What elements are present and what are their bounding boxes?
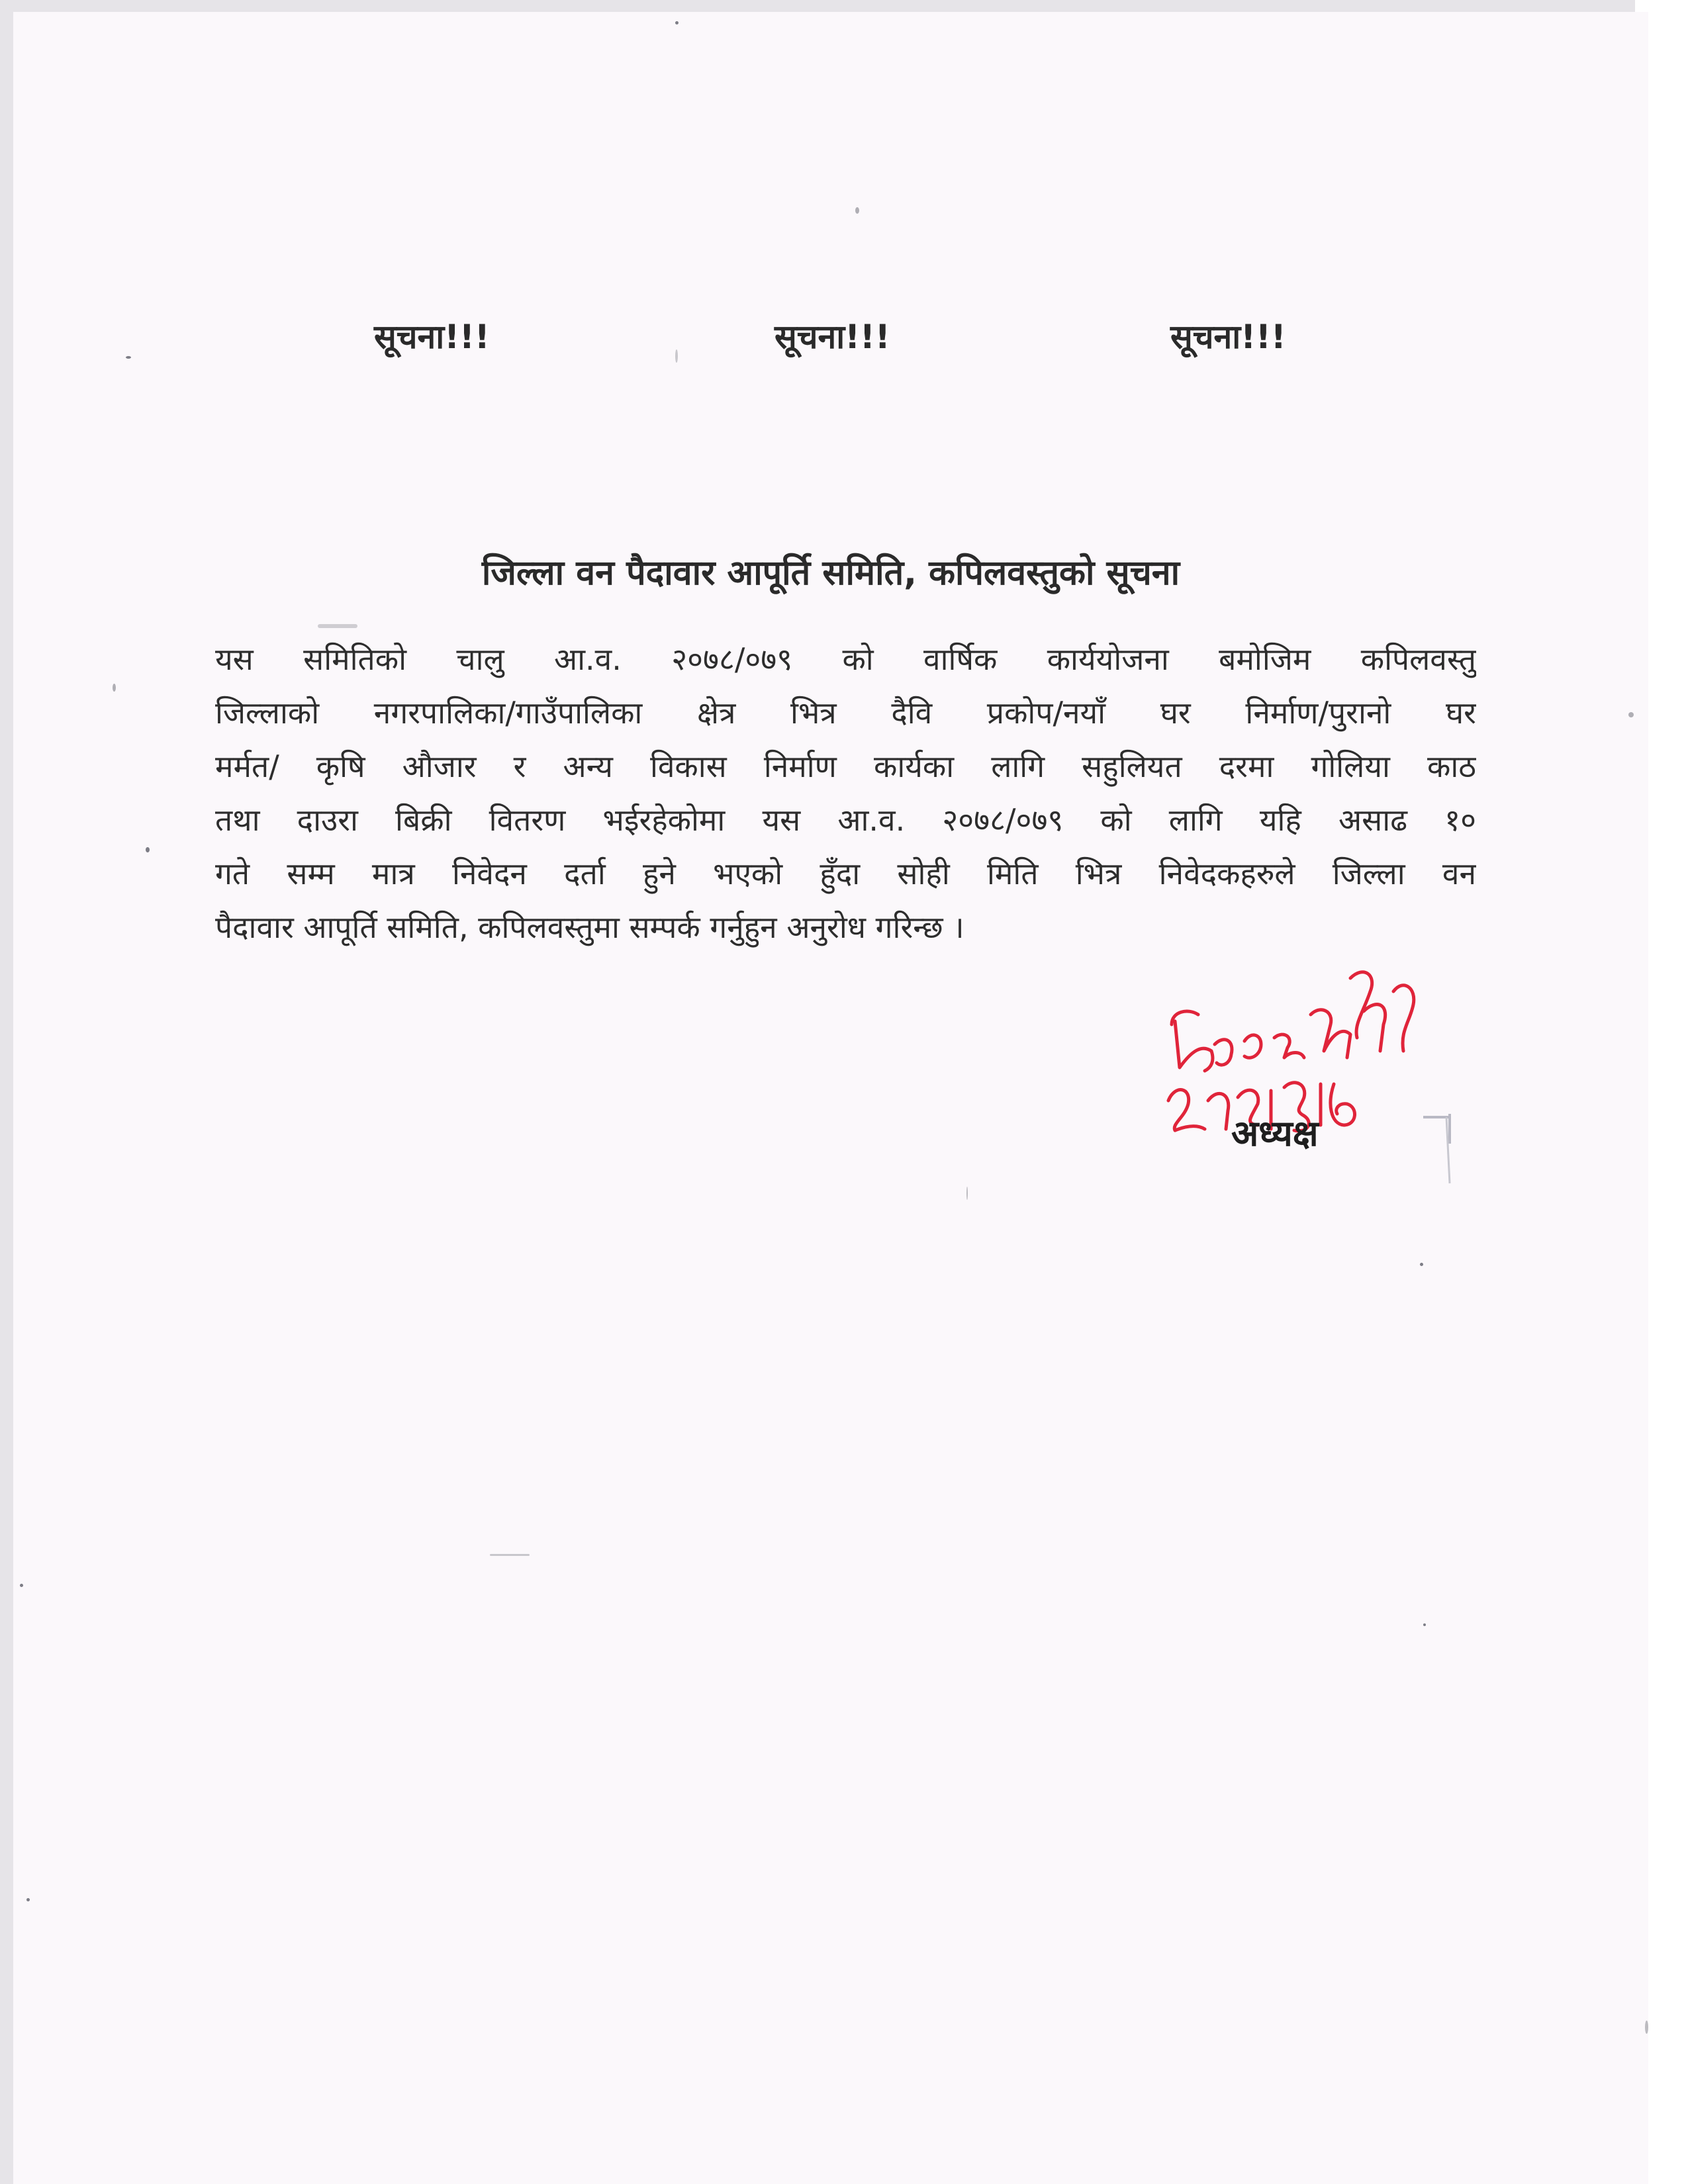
- scan-speck: [1420, 1263, 1423, 1266]
- scan-speck: [113, 684, 116, 692]
- body-line: पैदावार आपूर्ति समिति, कपिलवस्तुमा सम्पर्क गर्नुहुन अनुरोध गरिन्छ ।: [215, 909, 964, 945]
- scan-speck: [1628, 712, 1634, 717]
- body-line: मर्मत/ कृषि औजार र अन्य विकास निर्माण कार्यका लागि सहुलियत दरमा गोलिया काठ: [215, 749, 1476, 784]
- scan-speck: [126, 356, 131, 359]
- scan-speck: [490, 1554, 530, 1556]
- signer-title: अध्यक्ष: [1231, 1113, 1319, 1154]
- scan-speck: [26, 1898, 30, 1901]
- notice-body: [215, 633, 1476, 954]
- scan-speck: [20, 1584, 23, 1587]
- document-page: [13, 12, 1648, 2184]
- body-line: जिल्लाको नगरपालिका/गाउँपालिका क्षेत्र भित्र दैवि प्रकोप/नयाँ घर निर्माण/पुरानो घर: [215, 695, 1476, 731]
- scan-speck: [1645, 2021, 1648, 2034]
- body-line: तथा दाउरा बिक्री वितरण भईरहेकोमा यस आ.व. २०७८/०७९ को लागि यहि असाढ १०: [215, 802, 1476, 838]
- scan-speck: [146, 847, 150, 852]
- scan-speck: [675, 21, 679, 24]
- scan-speck: [675, 349, 678, 363]
- notice-header-row: [13, 313, 1648, 373]
- scan-margin: [1648, 0, 1688, 2184]
- scan-speck: [1423, 1623, 1426, 1626]
- notice-word-left: सूचना!!!: [374, 318, 490, 356]
- notice-word-right: सूचना!!!: [1170, 318, 1286, 356]
- body-line: गते सम्म मात्र निवेदन दर्ता हुने भएको हुँदा सोही मिति भित्र निवेदकहरुले जिल्ला वन: [215, 856, 1476, 891]
- body-line: यस समितिको चालु आ.व. २०७८/०७९ को वार्षिक कार्ययोजना बमोजिम कपिलवस्तु: [215, 641, 1476, 677]
- signature-block: [1152, 952, 1509, 1230]
- notice-word-center: सूचना!!!: [774, 318, 890, 356]
- document-title: जिल्ला वन पैदावार आपूर्ति समिति, कपिलवस्तुको सूचना: [481, 553, 1180, 593]
- handwritten-signature: [1152, 952, 1509, 1230]
- scan-speck: [966, 1187, 968, 1200]
- scan-speck: [318, 624, 357, 628]
- scan-speck: [855, 207, 859, 214]
